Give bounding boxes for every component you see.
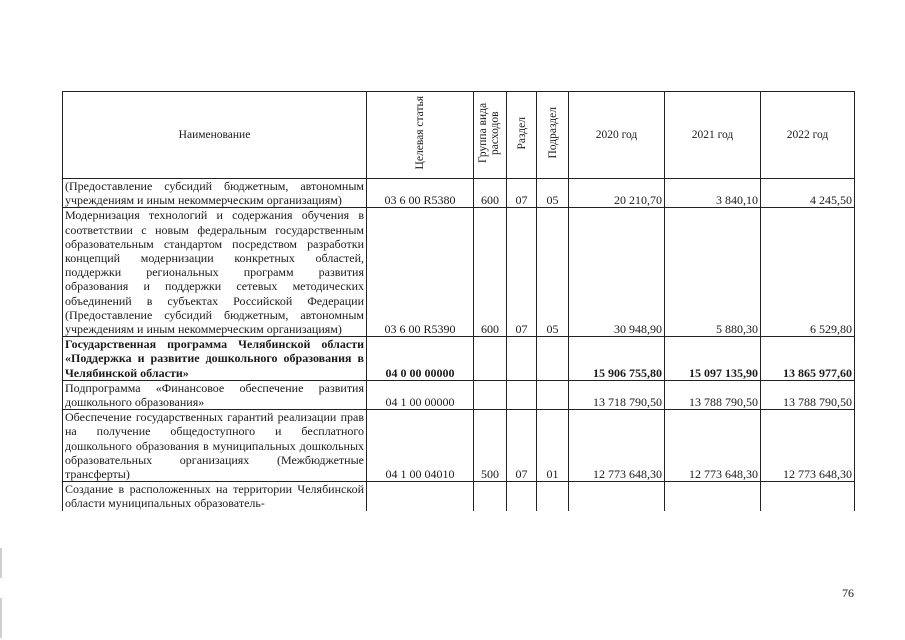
row-2022 bbox=[761, 482, 855, 511]
row-2020: 30 948,90 bbox=[569, 208, 665, 337]
row-2022: 12 773 648,30 bbox=[761, 410, 855, 482]
header-group-label: Группа вида расходов bbox=[477, 102, 501, 163]
row-2020 bbox=[569, 482, 665, 511]
row-2022: 13 865 977,60 bbox=[761, 337, 855, 381]
row-2022: 13 788 790,50 bbox=[761, 380, 855, 409]
header-section bbox=[507, 92, 537, 179]
row-group: 500 bbox=[474, 410, 507, 482]
row-target: 03 6 00 R5390 bbox=[367, 208, 474, 337]
row-name: Создание в расположенных на территории Челябинской области муниципальных образователь- bbox=[63, 482, 367, 511]
row-target: 03 6 00 R5380 bbox=[367, 179, 474, 208]
row-target: 04 1 00 00000 bbox=[367, 380, 474, 409]
row-2022: 4 245,50 bbox=[761, 179, 855, 208]
header-target-label: Целевая статья bbox=[414, 96, 426, 170]
header-name: Наименование bbox=[63, 92, 367, 179]
row-name: Обеспечение государственных гарантий реализации прав на получение общедоступного и бесплатного дошкольного образования в муниципальных дошкольных образовательных организациях (Межбюджетные трансферты) bbox=[63, 410, 367, 482]
row-section: 07 bbox=[507, 208, 537, 337]
table-row bbox=[63, 208, 855, 337]
header-section-label: Раздел bbox=[515, 116, 528, 150]
row-2021: 13 788 790,50 bbox=[665, 380, 761, 409]
row-group bbox=[474, 380, 507, 409]
row-subsection bbox=[537, 482, 569, 511]
header-subsection bbox=[537, 92, 569, 179]
row-subsection: 01 bbox=[537, 410, 569, 482]
row-section bbox=[507, 337, 537, 381]
row-group bbox=[474, 337, 507, 381]
scan-margin-mark bbox=[0, 548, 2, 578]
header-group bbox=[474, 92, 507, 179]
row-target: 04 0 00 00000 bbox=[367, 337, 474, 381]
header-row bbox=[63, 92, 855, 179]
scan-margin-mark bbox=[0, 598, 2, 638]
header-subsection-label: Подраздел bbox=[546, 107, 559, 159]
row-name: Государственная программа Челябинской области «Поддержка и развитие дошкольного образования в Челябинской области» bbox=[63, 337, 367, 381]
header-2022: 2022 год bbox=[761, 92, 855, 179]
row-2021: 15 097 135,90 bbox=[665, 337, 761, 381]
row-target: 04 1 00 04010 bbox=[367, 410, 474, 482]
page-number: 76 bbox=[842, 586, 854, 600]
row-name: Подпрограмма «Финансовое обеспечение развития дошкольного образования» bbox=[63, 380, 367, 409]
header-2020: 2020 год bbox=[569, 92, 665, 179]
row-group: 600 bbox=[474, 208, 507, 337]
row-section: 07 bbox=[507, 179, 537, 208]
row-2021: 5 880,30 bbox=[665, 208, 761, 337]
table-row bbox=[63, 410, 855, 482]
table-row bbox=[63, 482, 855, 511]
row-2020: 13 718 790,50 bbox=[569, 380, 665, 409]
row-name: Модернизация технологий и содержания обучения в соответствии с новым федеральным государственным образовательным стандартом посредством разработки концепций модернизации конкретных областей, поддержки региональных программ развития образования и поддержки сетевых методических объединений в субъектах Российской Федерации (Предоставление субсидий бюджетным, автономным учреждениям и иным некоммерческим организациям) bbox=[63, 208, 367, 337]
header-2021: 2021 год bbox=[665, 92, 761, 179]
row-2021: 12 773 648,30 bbox=[665, 410, 761, 482]
row-2021 bbox=[665, 482, 761, 511]
row-group: 600 bbox=[474, 179, 507, 208]
row-section: 07 bbox=[507, 410, 537, 482]
row-2021: 3 840,10 bbox=[665, 179, 761, 208]
row-group bbox=[474, 482, 507, 511]
row-2022: 6 529,80 bbox=[761, 208, 855, 337]
row-section bbox=[507, 380, 537, 409]
header-target bbox=[367, 92, 474, 179]
budget-table bbox=[62, 91, 855, 511]
row-section bbox=[507, 482, 537, 511]
row-subsection bbox=[537, 337, 569, 381]
row-subsection: 05 bbox=[537, 208, 569, 337]
table-row bbox=[63, 337, 855, 381]
row-subsection bbox=[537, 380, 569, 409]
row-2020: 12 773 648,30 bbox=[569, 410, 665, 482]
row-target bbox=[367, 482, 474, 511]
row-name: (Предоставление субсидий бюджетным, автономным учреждениям и иным некоммерческим организациям) bbox=[63, 179, 367, 208]
table-row bbox=[63, 380, 855, 409]
row-2020: 15 906 755,80 bbox=[569, 337, 665, 381]
table-row bbox=[63, 179, 855, 208]
row-subsection: 05 bbox=[537, 179, 569, 208]
row-2020: 20 210,70 bbox=[569, 179, 665, 208]
